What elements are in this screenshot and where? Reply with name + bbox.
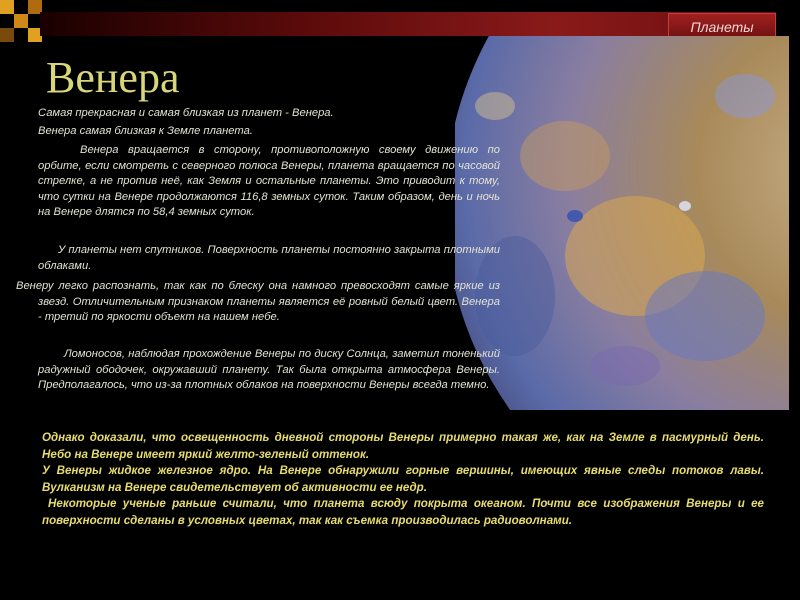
corner-square	[0, 28, 14, 42]
header-bar	[40, 12, 776, 36]
paragraph-2-block	[38, 124, 438, 143]
paragraph-closest: Венера самая близкая к Земле планета.	[38, 125, 253, 137]
corner-square	[14, 14, 28, 28]
paragraph-intro: Самая прекрасная и самая близкая из планет - Венера.	[38, 107, 334, 119]
paragraph-3-block	[38, 143, 500, 224]
lower-text-block	[42, 430, 764, 529]
paragraph-6-block	[38, 347, 500, 397]
paragraph-illumination: Однако доказали, что освещенность дневной стороны Венеры примерно такая же, как на Земле в пасмурный день. Небо на Венере имеет яркий желто-зеленый оттенок.	[42, 431, 764, 461]
corner-square	[0, 0, 14, 14]
paragraph-rotation: Венера вращается в сторону, противоположную своему движению по орбите, если смотреть с северного полюса Венеры, планета вращается по часовой стрелке, а не против неё, как Земля и остальные планеты. Это приводит к тому, что сутки на Венере продолжаются 116,8 земных суток. Таким образом, день и ночь на Венере длятся по 58,4 земных суток.	[38, 144, 500, 218]
page-title: Венера	[46, 53, 180, 102]
paragraph-core: У Венеры жидкое железное ядро. На Венере обнаружили горные вершины, имеющих явные следы потоков лавы. Вулканизм на Венере свидетельствует об активности ее недр.	[42, 464, 764, 494]
paragraph-1-block	[38, 106, 438, 125]
planet-image	[455, 36, 789, 410]
paragraph-5-block	[16, 279, 500, 329]
paragraph-ocean: Некоторые ученые раньше считали, что планета всюду покрыта океаном. Почти все изображения Венеры и ее поверхности сделаны в условных цветах, так как съемка производилась радиоволнами.	[42, 497, 764, 527]
paragraph-satellites: У планеты нет спутников. Поверхность планеты постоянно закрыта плотными облаками.	[38, 244, 500, 272]
paragraph-brightness: Венеру легко распознать, так как по блеску она намного превосходят самые яркие из звезд. Отличительным признаком планеты является её ровный белый цвет. Венера - третий по яркости объект на нашем небе.	[16, 280, 500, 323]
paragraph-4-block	[38, 243, 500, 277]
paragraph-lomonosov: Ломоносов, наблюдая прохождение Венеры по диску Солнца, заметил тоненький радужный ободочек, окружавший планету. Так была открыта атмосфера Венеры. Предполагалось, что из-за плотных облаков на поверхности Венеры всегда темно.	[38, 348, 500, 391]
planets-badge[interactable]: Планеты	[668, 13, 776, 41]
